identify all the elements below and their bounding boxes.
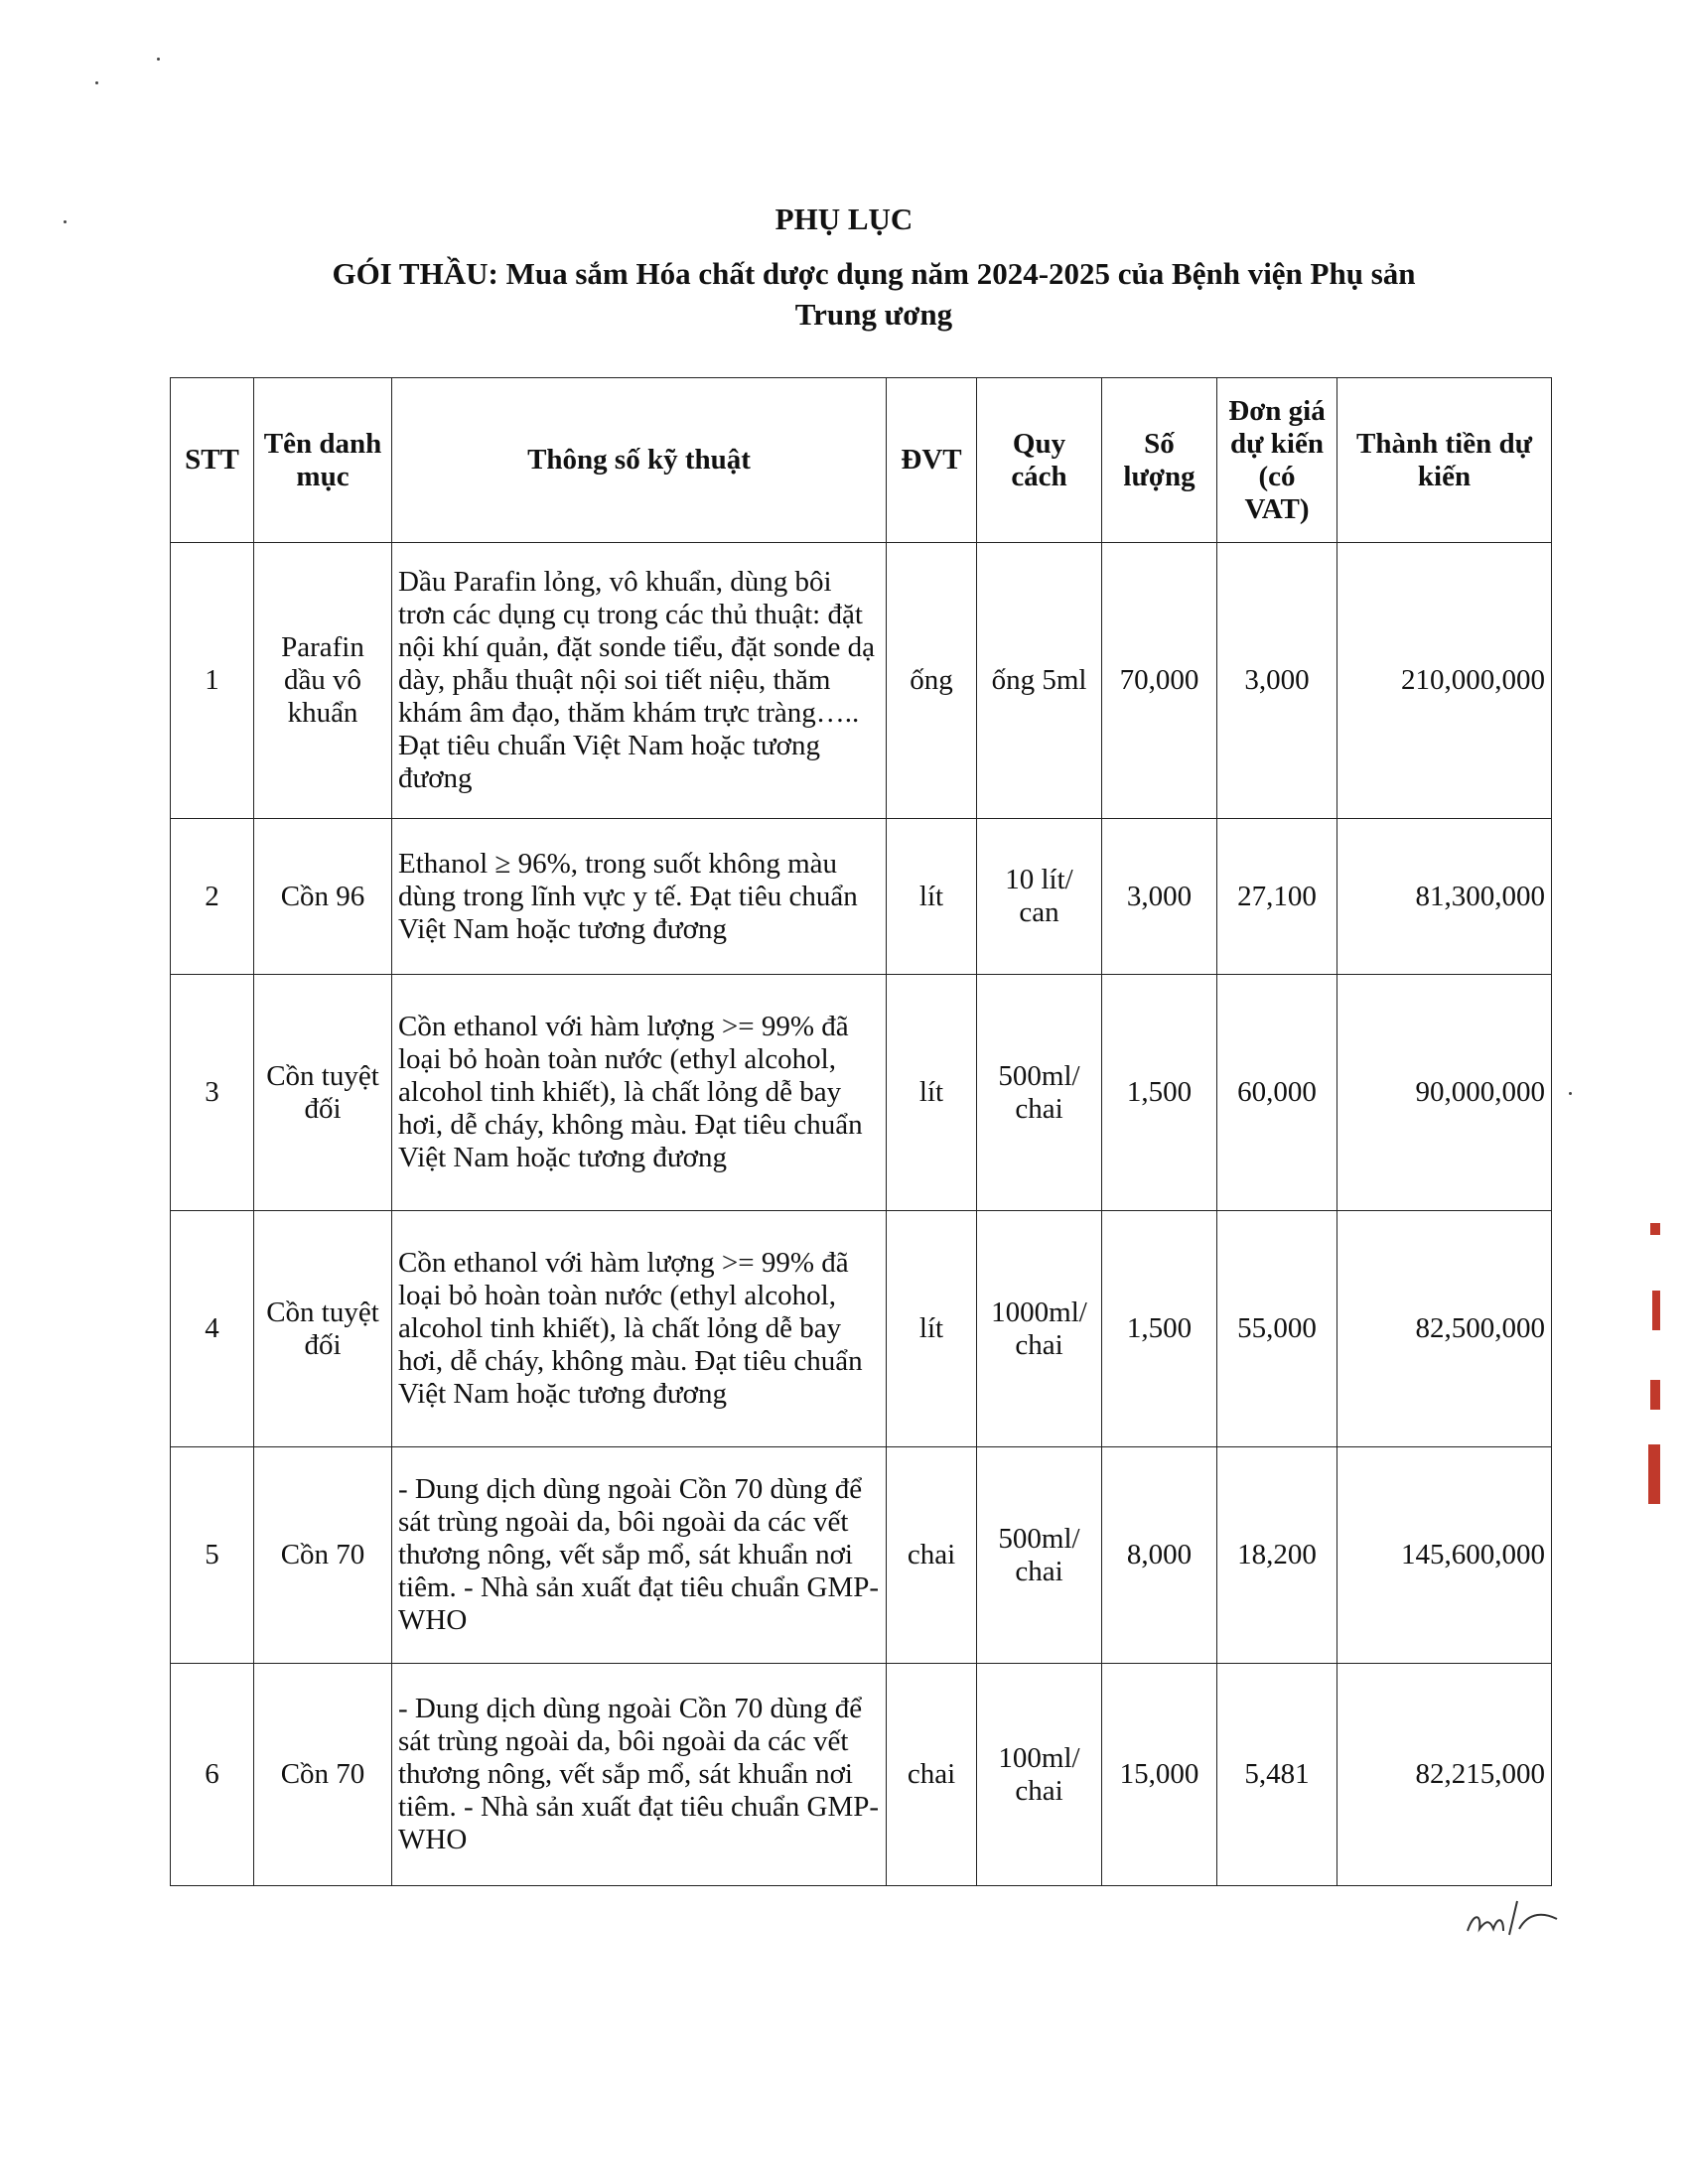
cell-qty: 1,500 — [1102, 1211, 1217, 1447]
cell-total: 82,215,000 — [1337, 1664, 1552, 1886]
cell-price: 60,000 — [1217, 975, 1337, 1211]
cell-stt: 4 — [171, 1211, 254, 1447]
table-row — [171, 1211, 1552, 1447]
cell-price: 18,200 — [1217, 1447, 1337, 1664]
cell-price: 55,000 — [1217, 1211, 1337, 1447]
cell-price: 3,000 — [1217, 543, 1337, 819]
header-name: Tên danh mục — [254, 378, 392, 543]
cell-stt: 5 — [171, 1447, 254, 1664]
cell-pack: 500ml/ chai — [977, 975, 1102, 1211]
cell-price: 27,100 — [1217, 819, 1337, 975]
table-row — [171, 1664, 1552, 1886]
table-header-row — [171, 378, 1552, 543]
cell-qty: 1,500 — [1102, 975, 1217, 1211]
stamp-edge-mark — [1648, 1444, 1660, 1504]
scan-speck — [95, 81, 98, 84]
cell-name: Cồn 70 — [254, 1664, 392, 1886]
header-pack: Quy cách — [977, 378, 1102, 543]
header-stt: STT — [171, 378, 254, 543]
cell-unit: lít — [887, 819, 977, 975]
cell-spec: - Dung dịch dùng ngoài Cồn 70 dùng để sát trùng ngoài da, bôi ngoài da các vết thương nông, vết sắp mổ, sát khuẩn nơi tiêm. - Nhà sản xuất đạt tiêu chuẩn GMP-WHO — [392, 1664, 887, 1886]
cell-unit: chai — [887, 1664, 977, 1886]
cell-unit: lít — [887, 1211, 977, 1447]
cell-unit: chai — [887, 1447, 977, 1664]
stamp-edge-mark — [1650, 1380, 1660, 1410]
cell-spec: Cồn ethanol với hàm lượng >= 99% đã loại bỏ hoàn toàn nước (ethyl alcohol, alcohol tinh khiết), là chất lỏng dễ bay hơi, dễ cháy, không màu. Đạt tiêu chuẩn Việt Nam hoặc tương đương — [392, 975, 887, 1211]
cell-spec: Cồn ethanol với hàm lượng >= 99% đã loại bỏ hoàn toàn nước (ethyl alcohol, alcohol tinh khiết), là chất lỏng dễ bay hơi, dễ cháy, không màu. Đạt tiêu chuẩn Việt Nam hoặc tương đương — [392, 1211, 887, 1447]
cell-name: Parafin dầu vô khuẩn — [254, 543, 392, 819]
items-table — [170, 377, 1552, 1886]
cell-total: 82,500,000 — [1337, 1211, 1552, 1447]
cell-total: 210,000,000 — [1337, 543, 1552, 819]
cell-stt: 2 — [171, 819, 254, 975]
cell-stt: 3 — [171, 975, 254, 1211]
cell-qty: 8,000 — [1102, 1447, 1217, 1664]
header-spec: Thông số kỹ thuật — [392, 378, 887, 543]
header-qty: Số lượng — [1102, 378, 1217, 543]
appendix-title: PHỤ LỤC — [774, 202, 914, 236]
stamp-edge-mark — [1650, 1223, 1660, 1235]
table-row — [171, 1447, 1552, 1664]
cell-qty: 15,000 — [1102, 1664, 1217, 1886]
cell-pack: 100ml/ chai — [977, 1664, 1102, 1886]
stamp-edge-mark — [1652, 1291, 1660, 1330]
cell-name: Cồn tuyệt đối — [254, 975, 392, 1211]
table-row — [171, 543, 1552, 819]
cell-total: 81,300,000 — [1337, 819, 1552, 975]
package-title-line-1: GÓI THẦU: Mua sắm Hóa chất dược dụng năm 2024-2025 của Bệnh viện Phụ sản — [332, 256, 1416, 291]
cell-spec: Ethanol ≥ 96%, trong suốt không màu dùng trong lĩnh vực y tế. Đạt tiêu chuẩn Việt Nam hoặc tương đương — [392, 819, 887, 975]
cell-name: Cồn 96 — [254, 819, 392, 975]
cell-unit: lít — [887, 975, 977, 1211]
signature — [1460, 1891, 1569, 1951]
cell-qty: 3,000 — [1102, 819, 1217, 975]
header-unit: ĐVT — [887, 378, 977, 543]
cell-stt: 1 — [171, 543, 254, 819]
cell-pack: ống 5ml — [977, 543, 1102, 819]
cell-total: 90,000,000 — [1337, 975, 1552, 1211]
cell-pack: 500ml/ chai — [977, 1447, 1102, 1664]
table-row — [171, 975, 1552, 1211]
scan-speck — [64, 220, 67, 223]
cell-unit: ống — [887, 543, 977, 819]
cell-name: Cồn 70 — [254, 1447, 392, 1664]
scan-speck — [1569, 1092, 1572, 1095]
cell-total: 145,600,000 — [1337, 1447, 1552, 1664]
cell-pack: 10 lít/ can — [977, 819, 1102, 975]
cell-name: Cồn tuyệt đối — [254, 1211, 392, 1447]
cell-qty: 70,000 — [1102, 543, 1217, 819]
header-total: Thành tiền dự kiến — [1337, 378, 1552, 543]
scan-speck — [157, 58, 160, 61]
package-title-line-2: Trung ương — [794, 297, 953, 332]
cell-spec: - Dung dịch dùng ngoài Cồn 70 dùng để sát trùng ngoài da, bôi ngoài da các vết thương nông, vết sắp mổ, sát khuẩn nơi tiêm. - Nhà sản xuất đạt tiêu chuẩn GMP-WHO — [392, 1447, 887, 1664]
cell-price: 5,481 — [1217, 1664, 1337, 1886]
cell-stt: 6 — [171, 1664, 254, 1886]
cell-spec: Dầu Parafin lỏng, vô khuẩn, dùng bôi trơn các dụng cụ trong các thủ thuật: đặt nội khí quản, đặt sonde tiểu, đặt sonde dạ dày, phẫu thuật nội soi tiết niệu, thăm khám âm đạo, thăm khám trực tràng….. Đạt tiêu chuẩn Việt Nam hoặc tương đương — [392, 543, 887, 819]
cell-pack: 1000ml/ chai — [977, 1211, 1102, 1447]
header-price: Đơn giá dự kiến (có VAT) — [1217, 378, 1337, 543]
table-row — [171, 819, 1552, 975]
